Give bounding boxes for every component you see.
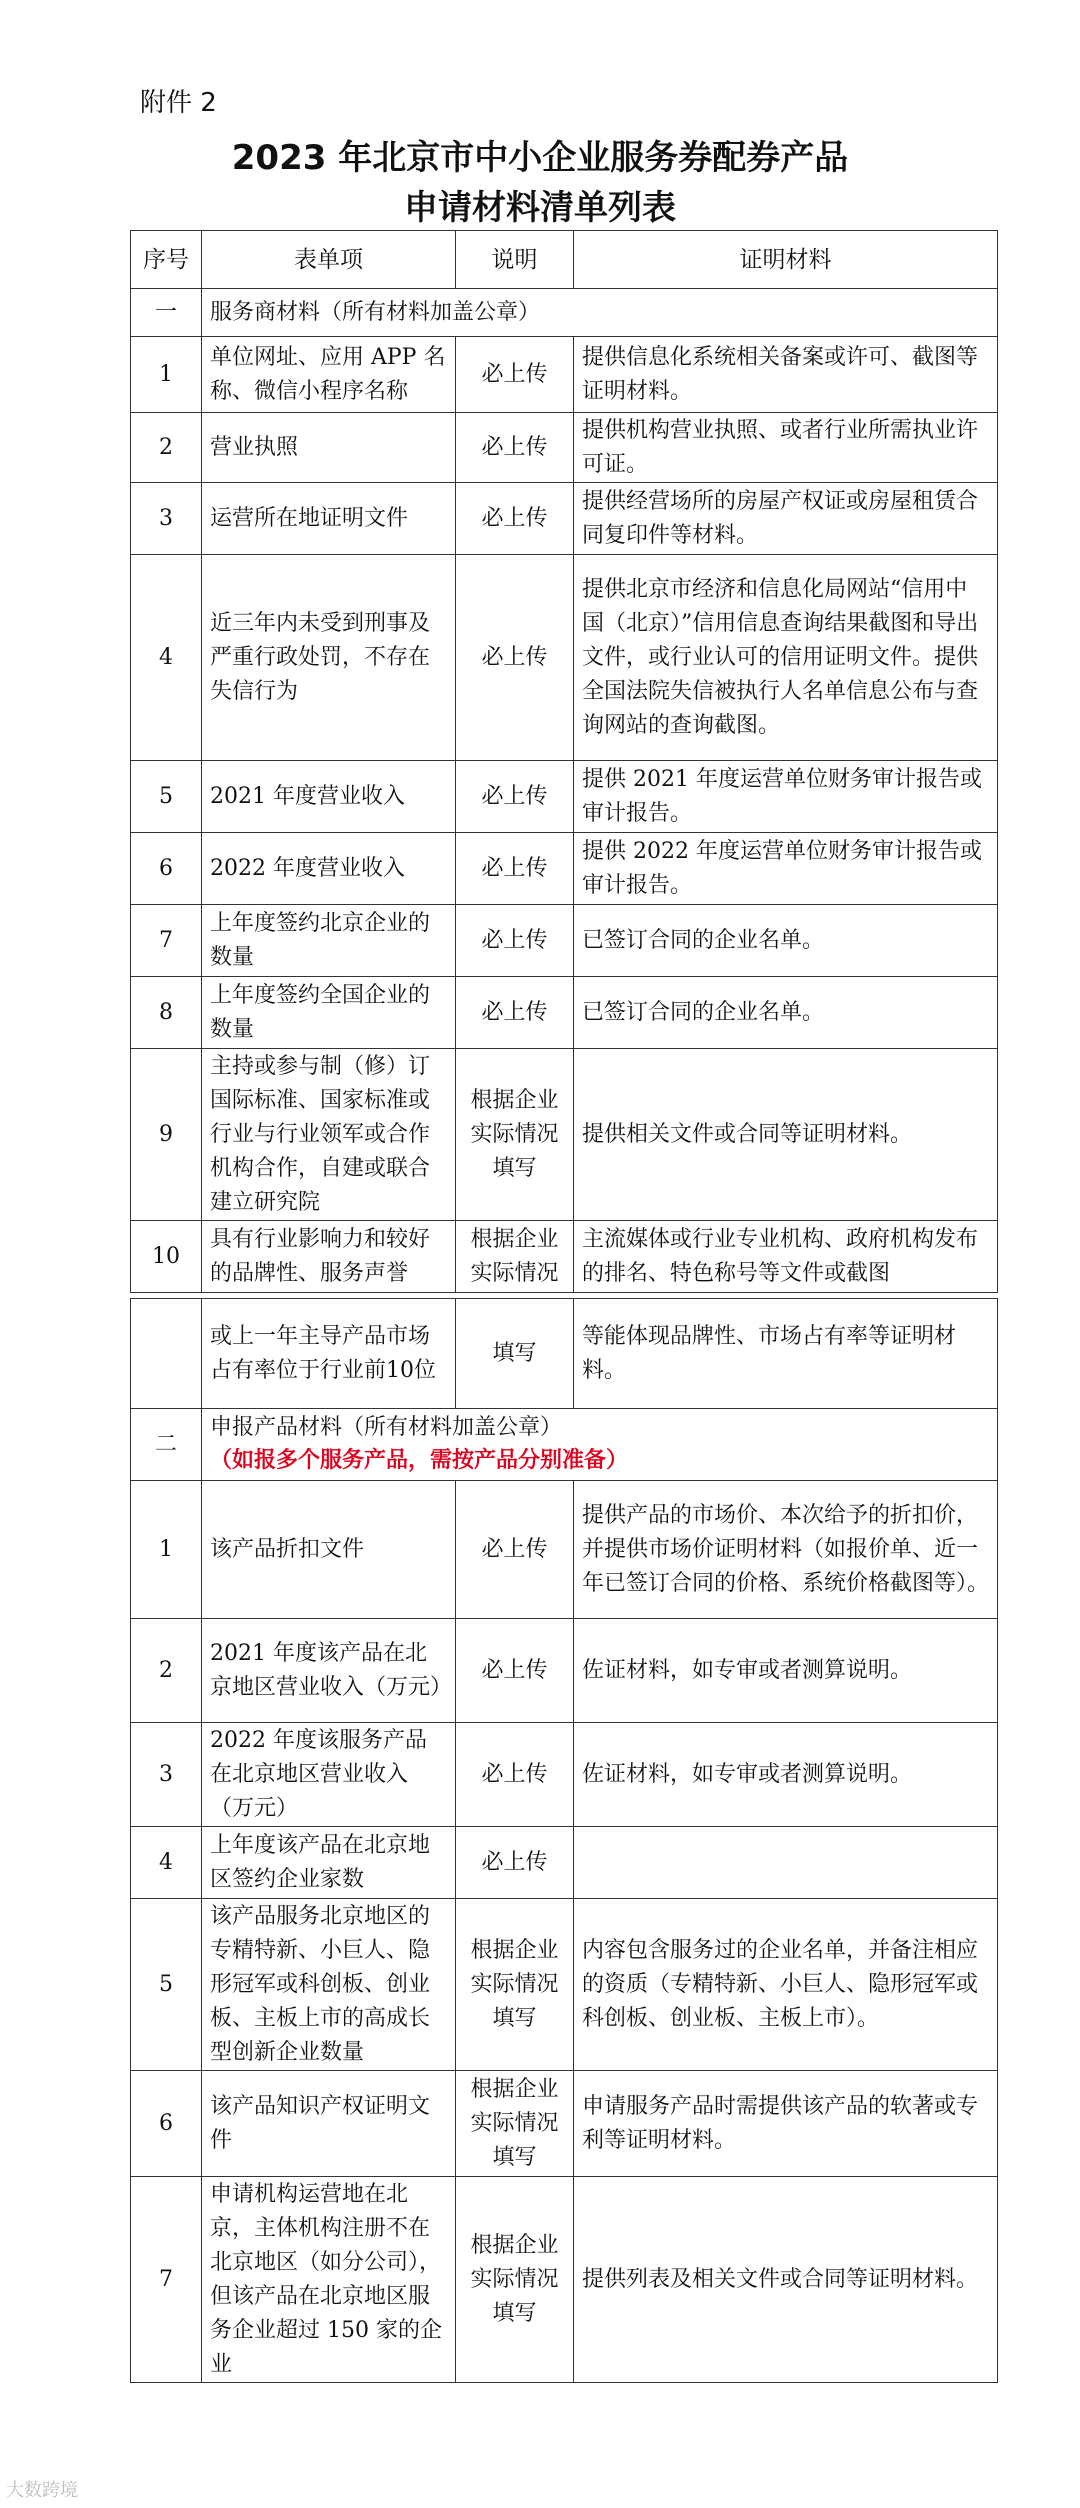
row-item: 近三年内未受到刑事及严重行政处罚，不存在失信行为 xyxy=(202,555,456,761)
row-item: 上年度签约全国企业的数量 xyxy=(202,977,456,1049)
header-item: 表单项 xyxy=(202,231,456,289)
row-number: 8 xyxy=(131,977,202,1049)
table-row xyxy=(131,1827,998,1899)
document-title-line1: 2023 年北京市中小企业服务券配券产品 xyxy=(231,138,849,178)
row-item: 该产品知识产权证明文件 xyxy=(202,2071,456,2177)
row-number: 9 xyxy=(131,1049,202,1221)
row-note: 必上传 xyxy=(456,413,574,483)
section-label xyxy=(202,1409,998,1481)
row-note: 根据企业实际情况填写 xyxy=(456,2177,574,2383)
row-number: 7 xyxy=(131,2177,202,2383)
row-material: 提供 2021 年度运营单位财务审计报告或审计报告。 xyxy=(574,761,998,833)
row-number: 1 xyxy=(131,1481,202,1619)
row-material: 内容包含服务过的企业名单，并备注相应的资质（专精特新、小巨人、隐形冠军或科创板、创业板、主板上市）。 xyxy=(574,1899,998,2071)
row-number: 4 xyxy=(131,555,202,761)
row-note: 必上传 xyxy=(456,833,574,905)
table-row xyxy=(131,761,998,833)
row-material: 提供经营场所的房屋产权证或房屋租赁合同复印件等材料。 xyxy=(574,483,998,555)
row-material: 已签订合同的企业名单。 xyxy=(574,977,998,1049)
row-material: 提供北京市经济和信息化局网站“信用中国（北京）”信用信息查询结果截图和导出文件，或行业认可的信用证明文件。提供全国法院失信被执行人名单信息公布与查询网站的查询截图。 xyxy=(574,555,998,761)
section-row xyxy=(131,289,998,337)
table-row xyxy=(131,337,998,413)
row-material: 提供 2022 年度运营单位财务审计报告或审计报告。 xyxy=(574,833,998,905)
row-item: 申请机构运营地在北京，主体机构注册不在北京地区（如分公司），但该产品在北京地区服务企业超过 150 家的企业 xyxy=(202,2177,456,2383)
row-material: 已签订合同的企业名单。 xyxy=(574,905,998,977)
row-note: 根据企业实际情况填写 xyxy=(456,1899,574,2071)
table-row xyxy=(131,2071,998,2177)
row-item: 2021 年度该产品在北京地区营业收入（万元） xyxy=(202,1619,456,1723)
watermark-logo: 大数跨境 xyxy=(6,2480,78,2501)
section-row xyxy=(131,1409,998,1481)
row-material: 提供列表及相关文件或合同等证明材料。 xyxy=(574,2177,998,2383)
section-label-text: 申报产品材料（所有材料加盖公章） xyxy=(210,1415,563,1440)
row-material xyxy=(574,1827,998,1899)
row-material: 主流媒体或行业专业机构、政府机构发布的排名、特色称号等文件或截图 xyxy=(574,1221,998,1293)
section-label-note: （如报多个服务产品，需按产品分别准备） xyxy=(210,1447,629,1473)
row-material: 等能体现品牌性、市场占有率等证明材料。 xyxy=(574,1299,998,1409)
row-material: 佐证材料，如专审或者测算说明。 xyxy=(574,1723,998,1827)
row-item: 上年度签约北京企业的数量 xyxy=(202,905,456,977)
row-material: 提供相关文件或合同等证明材料。 xyxy=(574,1049,998,1221)
row-material: 申请服务产品时需提供该产品的软著或专利等证明材料。 xyxy=(574,2071,998,2177)
row-material: 佐证材料，如专审或者测算说明。 xyxy=(574,1619,998,1723)
table-row xyxy=(131,905,998,977)
row-number xyxy=(131,1299,202,1409)
row-note: 必上传 xyxy=(456,337,574,413)
header-no: 序号 xyxy=(131,231,202,289)
row-item: 主持或参与制（修）订国际标准、国家标准或行业与行业领军或合作机构合作，自建或联合建立研究院 xyxy=(202,1049,456,1221)
row-note: 必上传 xyxy=(456,761,574,833)
table-row xyxy=(131,833,998,905)
row-number: 1 xyxy=(131,337,202,413)
section-number: 二 xyxy=(131,1409,202,1481)
table-row-continuation xyxy=(131,1299,998,1409)
row-number: 2 xyxy=(131,413,202,483)
table-header-row xyxy=(131,231,998,289)
row-number: 4 xyxy=(131,1827,202,1899)
row-item: 该产品折扣文件 xyxy=(202,1481,456,1619)
row-item: 上年度该产品在北京地区签约企业家数 xyxy=(202,1827,456,1899)
table-row xyxy=(131,1049,998,1221)
row-material: 提供机构营业执照、或者行业所需执业许可证。 xyxy=(574,413,998,483)
materials-table xyxy=(130,230,998,1293)
materials-table-continued xyxy=(130,1298,998,2383)
row-note: 必上传 xyxy=(456,483,574,555)
row-note: 根据企业实际情况填写 xyxy=(456,2071,574,2177)
row-item: 该产品服务北京地区的专精特新、小巨人、隐形冠军或科创板、创业板、主板上市的高成长型创新企业数量 xyxy=(202,1899,456,2071)
table-row xyxy=(131,1221,998,1293)
section-label: 服务商材料（所有材料加盖公章） xyxy=(202,289,998,337)
row-note: 根据企业实际情况 xyxy=(456,1221,574,1293)
row-note: 必上传 xyxy=(456,977,574,1049)
row-item: 营业执照 xyxy=(202,413,456,483)
row-number: 10 xyxy=(131,1221,202,1293)
row-item: 2021 年度营业收入 xyxy=(202,761,456,833)
table-row xyxy=(131,555,998,761)
row-note: 必上传 xyxy=(456,905,574,977)
row-note: 必上传 xyxy=(456,1827,574,1899)
row-number: 6 xyxy=(131,833,202,905)
section-number: 一 xyxy=(131,289,202,337)
table-row xyxy=(131,1899,998,2071)
header-material: 证明材料 xyxy=(574,231,998,289)
row-item: 具有行业影响力和较好的品牌性、服务声誉 xyxy=(202,1221,456,1293)
table-row xyxy=(131,1619,998,1723)
row-note: 必上传 xyxy=(456,1723,574,1827)
row-note: 必上传 xyxy=(456,555,574,761)
table-row xyxy=(131,1481,998,1619)
row-material: 提供信息化系统相关备案或许可、截图等证明材料。 xyxy=(574,337,998,413)
table-row xyxy=(131,1723,998,1827)
row-number: 6 xyxy=(131,2071,202,2177)
row-item: 或上一年主导产品市场占有率位于行业前10位 xyxy=(202,1299,456,1409)
table-row xyxy=(131,483,998,555)
row-item: 2022 年度该服务产品在北京地区营业收入（万元） xyxy=(202,1723,456,1827)
row-number: 3 xyxy=(131,483,202,555)
row-item: 2022 年度营业收入 xyxy=(202,833,456,905)
row-material: 提供产品的市场价、本次给予的折扣价，并提供市场价证明材料（如报价单、近一年已签订合同的价格、系统价格截图等）。 xyxy=(574,1481,998,1619)
row-number: 5 xyxy=(131,761,202,833)
row-note: 必上传 xyxy=(456,1481,574,1619)
row-note: 根据企业实际情况填写 xyxy=(456,1049,574,1221)
row-note: 填写 xyxy=(456,1299,574,1409)
row-number: 3 xyxy=(131,1723,202,1827)
table-row xyxy=(131,413,998,483)
attachment-label: 附件 2 xyxy=(140,88,217,118)
document-title-line2: 申请材料清单列表 xyxy=(404,188,676,228)
header-note: 说明 xyxy=(456,231,574,289)
row-item: 运营所在地证明文件 xyxy=(202,483,456,555)
row-number: 2 xyxy=(131,1619,202,1723)
row-note: 必上传 xyxy=(456,1619,574,1723)
row-item: 单位网址、应用 APP 名称、微信小程序名称 xyxy=(202,337,456,413)
row-number: 7 xyxy=(131,905,202,977)
table-row xyxy=(131,2177,998,2383)
row-number: 5 xyxy=(131,1899,202,2071)
table-row xyxy=(131,977,998,1049)
